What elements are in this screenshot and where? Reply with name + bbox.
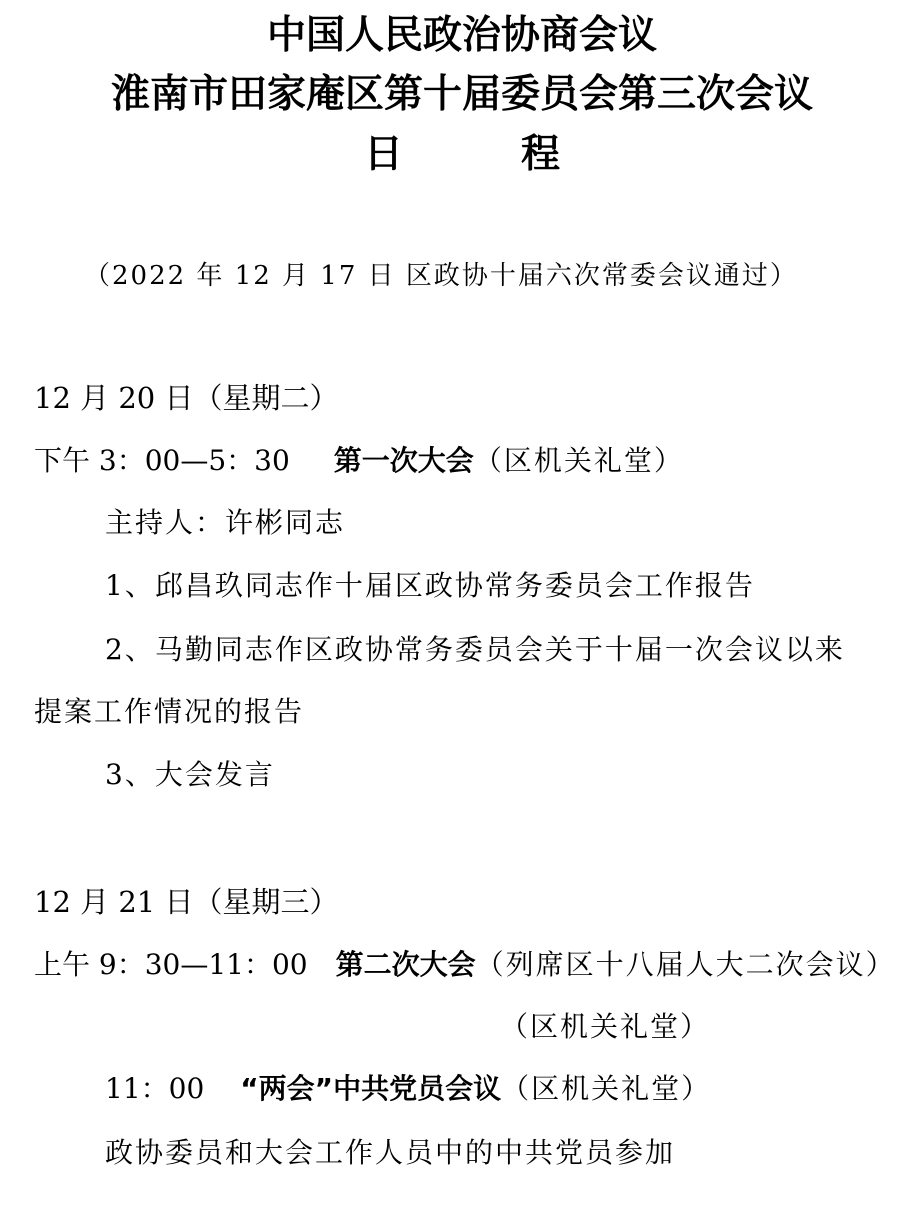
day1-date: 12 月 20 日（星期二） <box>34 381 339 415</box>
day1-host: 主持人：许彬同志 <box>105 506 346 539</box>
day1-session-time: 下午 3：00—5：30 <box>34 444 290 477</box>
day2-session-place: （区机关礼堂） <box>500 1010 711 1043</box>
day2-session-name: 第二次大会 <box>335 948 476 981</box>
day2-meeting-place: （区机关礼堂） <box>501 1072 712 1105</box>
title-line-3 <box>0 132 924 178</box>
day1-item-2-line-1: 2、马勤同志作区政协常务委员会关于十届一次会议以来 <box>105 633 845 666</box>
title-line-1: 中国人民政治协商会议 <box>266 13 657 58</box>
day2-session-line <box>34 947 896 983</box>
day2-session-note: （列席区十八届人大二次会议） <box>475 948 896 981</box>
day1-session-place: （区机关礼堂） <box>473 444 684 477</box>
approval-note: （2022 年 12 月 17 日 区政协十届六次常委会议通过） <box>84 261 798 291</box>
title-char-schedule: 程 <box>521 132 561 177</box>
day2-meeting-name: “两会”中共党员会议 <box>240 1072 502 1105</box>
day1-session-name: 第一次大会 <box>333 444 474 477</box>
day2-meeting-attendees: 政协委员和大会工作人员中的中共党员参加 <box>105 1136 676 1169</box>
day2-date: 12 月 21 日（星期三） <box>34 885 339 919</box>
day2-session-time: 上午 9：30—11：00 <box>34 948 308 981</box>
title-line-2: 淮南市田家庵区第十届委员会第三次会议 <box>110 72 813 117</box>
day1-session-line <box>34 443 684 479</box>
day1-item-1: 1、邱昌玖同志作十届区政协常务委员会工作报告 <box>105 569 755 602</box>
day2-meeting-time: 11：00 <box>105 1072 205 1105</box>
day1-item-2-line-2: 提案工作情况的报告 <box>34 695 305 728</box>
day2-meeting-line <box>105 1071 711 1107</box>
day1-item-3: 3、大会发言 <box>105 758 275 791</box>
title-char-day: 日 <box>363 132 403 177</box>
